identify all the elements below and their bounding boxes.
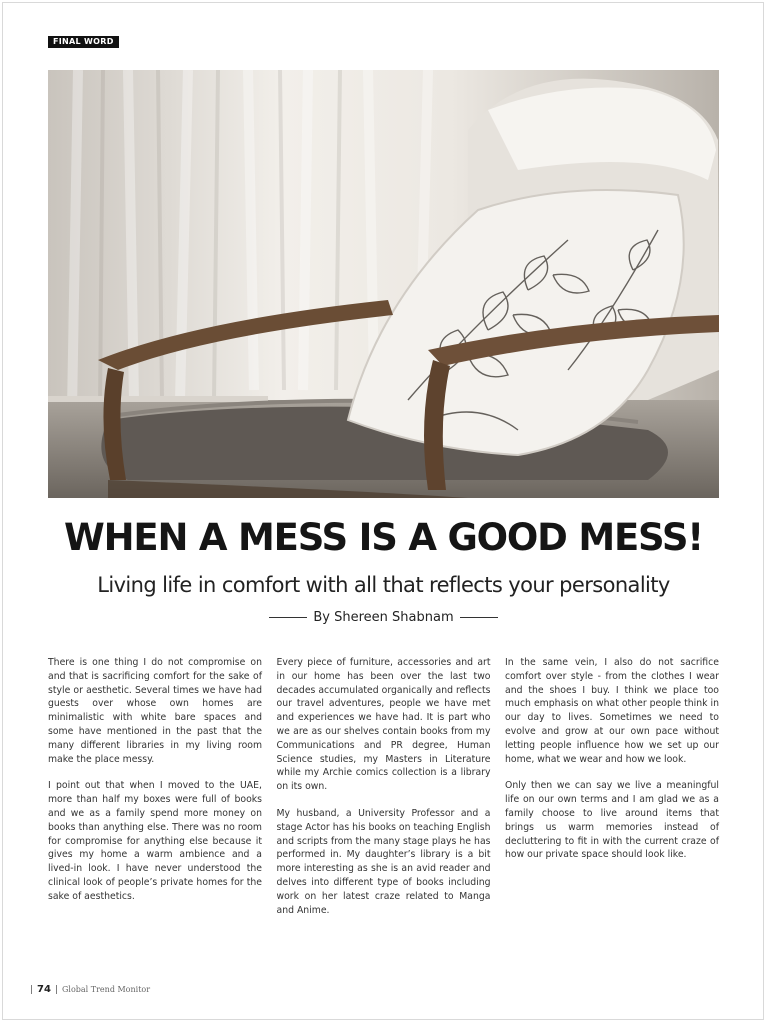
article-column-2 [277, 656, 491, 930]
hero-image [48, 70, 719, 498]
subheadline: Living life in comfort with all that reflects your personality [97, 573, 670, 597]
paragraph: Every piece of furniture, accessories and art in our home has been over the last two decades accumulated organically and reflects our travel adventures, people we have met and experiences we have had. It is part who we are as our shelves contain books from my Communications and PR degree, Human Science studies, my Masters in Literature while my Archie comics collection is a library on its own. [276, 657, 491, 793]
page-footer [30, 984, 150, 995]
section-tag: FINAL WORD [48, 36, 119, 48]
byline-text: By Shereen Shabnam [313, 610, 454, 625]
article-column-3 [505, 656, 719, 930]
headline: WHEN A MESS IS A GOOD MESS! [64, 516, 703, 559]
paragraph: Only then we can say we live a meaningful life on our own terms and I am glad we as a family choose to live around items that brings us warm memories instead of decluttering to fit in with the current craze of how our private space should look like. [505, 780, 719, 861]
folio-divider: | [30, 984, 34, 995]
paragraph: My husband, a University Professor and a stage Actor has his books on teaching English and scripts from the many stage plays he has performed in. My daughter’s library is a bit more interesting as she is an avid reader and delves into different type of books including work on her latest craze related to Manga and Anime. [276, 807, 491, 916]
chair-photo [48, 70, 719, 498]
byline-rule-right [460, 617, 498, 618]
paragraph: In the same vein, I also do not sacrifice comfort over style - from the clothes I wear and the shoes I buy. I think we place too much emphasis on what other people think in our day to lives. Sometimes we need to evolve and grow at our own pace without letting people influence how we set up our home, what we wear and how we look. [505, 657, 719, 765]
paragraph: There is one thing I do not compromise on and that is sacrificing comfort for the sake of style or aesthetic. Several times we have had guests over whose own homes are minimalistic with white bare spaces and some have mentioned in the past that the many different libraries in my living room make the place messy. [48, 657, 262, 765]
byline-rule-left [269, 617, 307, 618]
byline [48, 610, 719, 625]
article-body [48, 656, 719, 930]
article-column-1 [48, 656, 262, 930]
folio-divider: | [54, 984, 59, 995]
paragraph: I point out that when I moved to the UAE, more than half my boxes were full of books and we as a family spend more money on books than anything else. There was no room for compromise for anything else because it gives my home a warm ambience and a lived-in look. I have never understood the clinical look of people’s private homes for the sake of aesthetics. [48, 780, 262, 902]
page-number: 74 [37, 984, 51, 995]
publication-name: Global Trend Monitor [62, 985, 151, 994]
